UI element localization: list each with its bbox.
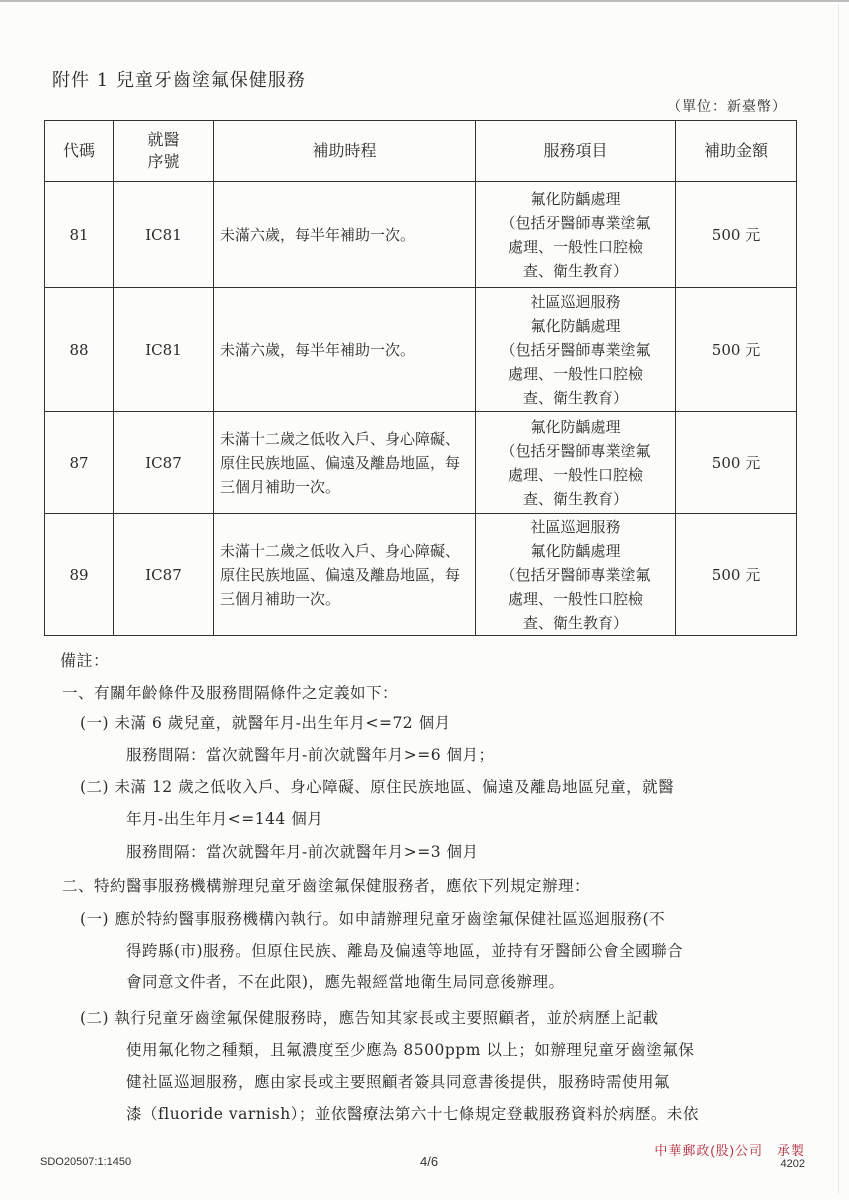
cell-schedule: 未滿六歲，每半年補助一次。 <box>214 288 476 412</box>
remark-line: 會同意文件者，不在此限)，應先報經當地衛生局同意後辦理。 <box>126 973 565 991</box>
cell-service: 氟化防齲處理 （包括牙醫師專業塗氟 處理、一般性口腔檢 查、衛生教育） <box>476 412 676 514</box>
cell-schedule: 未滿六歲，每半年補助一次。 <box>214 182 476 288</box>
cell-schedule: 未滿十二歲之低收入戶、身心障礙、原住民族地區、偏遠及離島地區，每三個月補助一次。 <box>214 514 476 636</box>
scan-right-edge <box>838 4 839 1194</box>
cell-service: 社區巡迴服務 氟化防齲處理 （包括牙醫師專業塗氟 處理、一般性口腔檢 查、衛生教育） <box>476 288 676 412</box>
remark-line: 一、有關年齡條件及服務間隔條件之定義如下： <box>62 684 399 702</box>
document-title: 附件 1 兒童牙齒塗氟保健服務 <box>52 70 306 91</box>
cell-service: 社區巡迴服務 氟化防齲處理 （包括牙醫師專業塗氟 處理、一般性口腔檢 查、衛生教育） <box>476 514 676 636</box>
header-visit-seq <box>114 121 214 182</box>
cell-code: 89 <box>45 514 114 636</box>
remark-line: (一) 應於特約醫事服務機構內執行。如申請辦理兒童牙齒塗氟保健社區巡迴服務(不 <box>80 910 666 928</box>
remarks-heading: 備註： <box>60 651 110 670</box>
remark-line: 得跨縣(市)服務。但原住民族、離島及偏遠等地區，並持有牙醫師公會全國聯合 <box>126 942 684 960</box>
remark-line: 年月-出生年月<=144 個月 <box>126 810 324 828</box>
cell-amount: 500 元 <box>676 514 797 636</box>
remark-line: 使用氟化物之種類，且氟濃度至少應為 8500ppm 以上；如辦理兒童牙齒塗氟保 <box>126 1041 695 1059</box>
remark-line: (二) 執行兒童牙齒塗氟保健服務時，應告知其家長或主要照顧者，並於病歷上記載 <box>80 1009 659 1027</box>
scan-top-edge <box>0 0 849 2</box>
header-amount: 補助金額 <box>676 121 797 182</box>
cell-visit-seq: IC81 <box>114 288 214 412</box>
cell-amount: 500 元 <box>676 182 797 288</box>
header-visit-seq-line2: 序號 <box>147 152 180 171</box>
cell-code: 88 <box>45 288 114 412</box>
remark-line: 服務間隔：當次就醫年月-前次就醫年月>=3 個月 <box>126 843 479 861</box>
cell-schedule: 未滿十二歲之低收入戶、身心障礙、原住民族地區、偏遠及離島地區，每三個月補助一次。 <box>214 412 476 514</box>
header-visit-seq-line1: 就醫 <box>147 130 180 149</box>
cell-service: 氟化防齲處理 （包括牙醫師專業塗氟 處理、一般性口腔檢 查、衛生教育） <box>476 182 676 288</box>
currency-unit-note: （單位：新臺幣） <box>667 99 787 115</box>
table-row <box>45 288 797 412</box>
printer-imprint: 中華郵政(股)公司 承製 <box>654 1143 805 1158</box>
remark-line: 二、特約醫事服務機構辦理兒童牙齒塗氟保健服務者，應依下列規定辦理： <box>62 877 591 895</box>
cell-visit-seq: IC81 <box>114 182 214 288</box>
remark-line: 服務間隔：當次就醫年月-前次就醫年月>=6 個月； <box>126 746 495 764</box>
table-row <box>45 182 797 288</box>
table-row <box>45 412 797 514</box>
table-row <box>45 514 797 636</box>
remark-line: (一) 未滿 6 歲兒童，就醫年月-出生年月<=72 個月 <box>80 714 451 732</box>
cell-visit-seq: IC87 <box>114 412 214 514</box>
header-schedule: 補助時程 <box>214 121 476 182</box>
subsidy-table <box>44 120 797 636</box>
cell-visit-seq: IC87 <box>114 514 214 636</box>
cell-amount: 500 元 <box>676 288 797 412</box>
header-service: 服務項目 <box>476 121 676 182</box>
header-code: 代碼 <box>45 121 114 182</box>
cell-amount: 500 元 <box>676 412 797 514</box>
remark-line: 漆（fluoride varnish）；並依醫療法第六十七條規定登載服務資料於病歷。未依 <box>126 1105 699 1123</box>
remark-line: (二) 未滿 12 歲之低收入戶、身心障礙、原住民族地區、偏遠及離島地區兒童，就醫 <box>80 778 675 796</box>
remark-line: 健社區巡迴服務，應由家長或主要照顧者簽具同意書後提供，服務時需使用氟 <box>126 1073 671 1091</box>
cell-code: 81 <box>45 182 114 288</box>
page-number: 4/6 <box>420 1154 439 1169</box>
document-id: SDO20507:1:1450 <box>40 1156 132 1168</box>
cell-code: 87 <box>45 412 114 514</box>
table-header-row <box>45 121 797 182</box>
printer-code: 4202 <box>780 1158 805 1170</box>
